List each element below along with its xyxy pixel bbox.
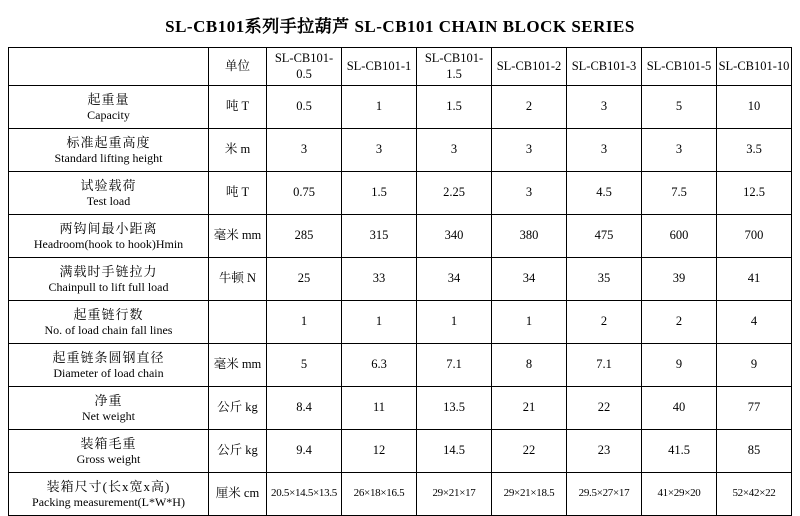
table-row (9, 301, 792, 344)
table-row (9, 215, 792, 258)
cell-4-3: 34 (492, 258, 567, 301)
cell-5-3: 1 (492, 301, 567, 344)
cell-6-6: 9 (717, 344, 792, 387)
cell-5-6: 4 (717, 301, 792, 344)
specification-table (8, 47, 792, 516)
cell-2-3: 3 (492, 172, 567, 215)
cell-6-3: 8 (492, 344, 567, 387)
row-label-en-2: Test load (86, 193, 131, 208)
cell-6-5: 9 (642, 344, 717, 387)
cell-8-5: 41.5 (642, 430, 717, 473)
cell-3-2: 340 (417, 215, 492, 258)
row-unit-7: 公斤 kg (209, 387, 267, 430)
cell-0-3: 2 (492, 86, 567, 129)
cell-0-1: 1 (342, 86, 417, 129)
cell-5-1: 1 (342, 301, 417, 344)
cell-7-6: 77 (717, 387, 792, 430)
cell-0-6: 10 (717, 86, 792, 129)
row-label-2 (9, 172, 209, 215)
row-label-cn-6: 起重链条圆钢直径 (52, 349, 165, 365)
row-unit-1: 米 m (209, 129, 267, 172)
cell-4-4: 35 (567, 258, 642, 301)
cell-3-0: 285 (267, 215, 342, 258)
cell-4-2: 34 (417, 258, 492, 301)
row-label-8 (9, 430, 209, 473)
cell-9-0: 20.5×14.5×13.5 (267, 473, 342, 516)
row-unit-4: 牛顿 N (209, 258, 267, 301)
cell-3-4: 475 (567, 215, 642, 258)
cell-7-0: 8.4 (267, 387, 342, 430)
cell-9-2: 29×21×17 (417, 473, 492, 516)
cell-7-3: 21 (492, 387, 567, 430)
row-label-9 (9, 473, 209, 516)
cell-8-0: 9.4 (267, 430, 342, 473)
header-model-cell-4: SL-CB101-3 (567, 48, 642, 86)
row-label-7 (9, 387, 209, 430)
cell-2-5: 7.5 (642, 172, 717, 215)
cell-6-2: 7.1 (417, 344, 492, 387)
cell-3-1: 315 (342, 215, 417, 258)
cell-7-2: 13.5 (417, 387, 492, 430)
cell-7-4: 22 (567, 387, 642, 430)
row-unit-2: 吨 T (209, 172, 267, 215)
row-label-en-6: Diameter of load chain (53, 365, 164, 380)
row-label-1 (9, 129, 209, 172)
cell-9-4: 29.5×27×17 (567, 473, 642, 516)
row-label-cn-2: 试验载荷 (80, 177, 137, 193)
cell-2-1: 1.5 (342, 172, 417, 215)
row-unit-9: 厘米 cm (209, 473, 267, 516)
row-label-cn-0: 起重量 (87, 91, 130, 107)
table-header-row (9, 48, 792, 86)
cell-5-4: 2 (567, 301, 642, 344)
cell-4-5: 39 (642, 258, 717, 301)
row-unit-5 (209, 301, 267, 344)
cell-9-3: 29×21×18.5 (492, 473, 567, 516)
cell-8-2: 14.5 (417, 430, 492, 473)
cell-1-2: 3 (417, 129, 492, 172)
row-label-en-3: Headroom(hook to hook)Hmin (33, 236, 184, 251)
row-label-en-7: Net weight (82, 408, 135, 423)
cell-0-0: 0.5 (267, 86, 342, 129)
row-unit-0: 吨 T (209, 86, 267, 129)
table-row (9, 172, 792, 215)
cell-8-6: 85 (717, 430, 792, 473)
cell-3-5: 600 (642, 215, 717, 258)
cell-4-6: 41 (717, 258, 792, 301)
row-label-cn-5: 起重链行数 (73, 306, 144, 322)
row-unit-3: 毫米 mm (209, 215, 267, 258)
row-label-cn-1: 标准起重高度 (66, 134, 151, 150)
cell-1-3: 3 (492, 129, 567, 172)
cell-9-5: 41×29×20 (642, 473, 717, 516)
cell-4-1: 33 (342, 258, 417, 301)
cell-1-1: 3 (342, 129, 417, 172)
row-label-6 (9, 344, 209, 387)
cell-1-0: 3 (267, 129, 342, 172)
cell-1-4: 3 (567, 129, 642, 172)
row-label-en-8: Gross weight (76, 451, 141, 466)
header-model-cell-0: SL-CB101-0.5 (267, 48, 342, 86)
cell-5-2: 1 (417, 301, 492, 344)
cell-8-1: 12 (342, 430, 417, 473)
row-label-cn-4: 满载时手链拉力 (59, 263, 158, 279)
cell-7-1: 11 (342, 387, 417, 430)
cell-6-4: 7.1 (567, 344, 642, 387)
cell-2-6: 12.5 (717, 172, 792, 215)
cell-3-6: 700 (717, 215, 792, 258)
header-model-cell-2: SL-CB101-1.5 (417, 48, 492, 86)
table-row (9, 129, 792, 172)
cell-9-1: 26×18×16.5 (342, 473, 417, 516)
table-row (9, 344, 792, 387)
cell-0-2: 1.5 (417, 86, 492, 129)
header-model-cell-1: SL-CB101-1 (342, 48, 417, 86)
row-label-en-9: Packing measurement(L*W*H) (32, 494, 185, 509)
cell-7-5: 40 (642, 387, 717, 430)
table-row (9, 473, 792, 516)
cell-5-5: 2 (642, 301, 717, 344)
row-label-cn-3: 两钩间最小距离 (59, 220, 158, 236)
row-unit-6: 毫米 mm (209, 344, 267, 387)
cell-2-2: 2.25 (417, 172, 492, 215)
cell-0-4: 3 (567, 86, 642, 129)
cell-1-5: 3 (642, 129, 717, 172)
row-label-4 (9, 258, 209, 301)
row-label-0 (9, 86, 209, 129)
cell-0-5: 5 (642, 86, 717, 129)
row-label-5 (9, 301, 209, 344)
row-label-en-4: Chainpull to lift full load (48, 279, 169, 294)
cell-9-6: 52×42×22 (717, 473, 792, 516)
table-body (9, 48, 792, 516)
cell-6-1: 6.3 (342, 344, 417, 387)
row-label-3 (9, 215, 209, 258)
row-label-en-0: Capacity (87, 107, 130, 122)
row-label-cn-8: 装箱毛重 (80, 435, 137, 451)
cell-2-0: 0.75 (267, 172, 342, 215)
row-unit-8: 公斤 kg (209, 430, 267, 473)
table-row (9, 86, 792, 129)
header-model-cell-6: SL-CB101-10 (717, 48, 792, 86)
row-label-en-1: Standard lifting height (54, 150, 163, 165)
cell-2-4: 4.5 (567, 172, 642, 215)
header-model-cell-5: SL-CB101-5 (642, 48, 717, 86)
row-label-cn-9: 装箱尺寸(长x宽x高) (46, 478, 171, 494)
header-model-cell-3: SL-CB101-2 (492, 48, 567, 86)
cell-5-0: 1 (267, 301, 342, 344)
cell-3-3: 380 (492, 215, 567, 258)
table-row (9, 430, 792, 473)
cell-1-6: 3.5 (717, 129, 792, 172)
header-param-cell (9, 48, 209, 86)
row-label-cn-7: 净重 (94, 392, 123, 408)
header-unit-cell: 单位 (209, 48, 267, 86)
table-row (9, 258, 792, 301)
page-title: SL-CB101系列手拉葫芦 SL-CB101 CHAIN BLOCK SERIES (165, 17, 635, 36)
cell-4-0: 25 (267, 258, 342, 301)
cell-8-3: 22 (492, 430, 567, 473)
cell-8-4: 23 (567, 430, 642, 473)
row-label-en-5: No. of load chain fall lines (44, 322, 173, 337)
table-row (9, 387, 792, 430)
cell-6-0: 5 (267, 344, 342, 387)
